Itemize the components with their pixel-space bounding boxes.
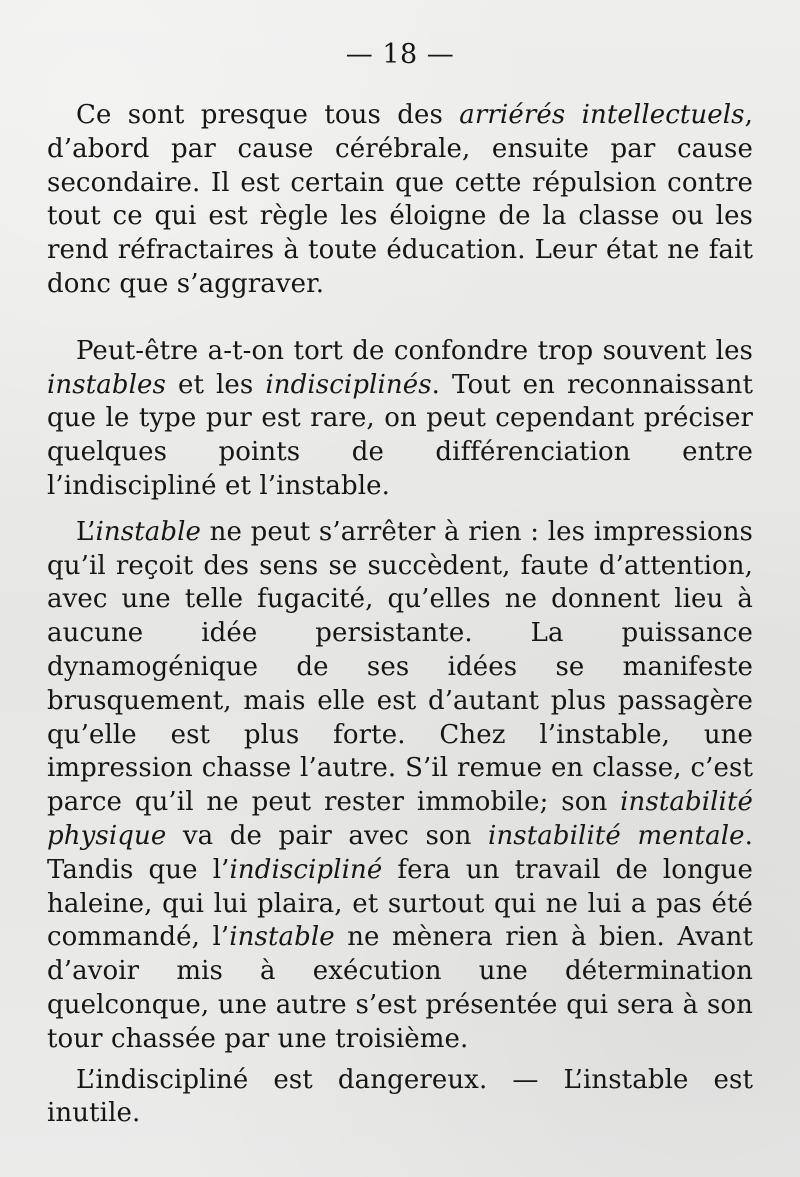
paragraph-1-segment-2: arriérés intellectuels	[459, 100, 745, 130]
paragraph-3-segment-4: instabilité physique	[47, 787, 753, 851]
body-text	[47, 99, 753, 1131]
paragraph-3-segment-11: ne mènera rien à bien. Avant d’avoir mis à exécution une détermination quelconque, une autre s’est présentée qui sera à son tour chassée par une troisième.	[47, 922, 754, 1054]
paragraph-2-segment-4: indisciplinés	[265, 369, 432, 400]
paragraph-1-segment-1: Ce sont presque tous des	[76, 100, 460, 130]
paragraph-3-segment-5: va de pair avec son	[166, 820, 489, 851]
page-number: — 18 —	[345, 39, 455, 70]
paragraph-3	[47, 516, 753, 1057]
paragraph-3-segment-1: L’	[76, 516, 96, 547]
paragraph-2	[47, 335, 753, 504]
paragraph-2-segment-3: et les	[165, 369, 266, 400]
paragraph-2-segment-2: instables	[47, 369, 166, 400]
paragraph-3-segment-3: ne peut s’arrêter à rien : les impressions qu’il reçoit des sens se succèdent, faute d’attention, avec une telle fugacité, qu’elles ne donnent lieu à aucune idée persistante. La puissance dynamogénique de ses idées se manifeste brusquement, mais elle est d’autant plus passagère qu’elle est plus forte. Chez l’instable, une impression chasse l’autre. S’il remue en classe, c’est parce qu’il ne peut rester immobile; son	[47, 516, 753, 818]
paragraph-3-segment-6: instabilité mentale	[488, 820, 745, 851]
paragraph-2-segment-1: Peut-être a-t-on tort de confondre trop souvent les	[76, 335, 753, 366]
paragraph-4	[47, 1064, 753, 1132]
paragraph-3-segment-8: indiscipliné	[229, 854, 383, 885]
paragraph-4-segment-1: L’indiscipliné est dangereux. — L’instable est inutile.	[47, 1064, 753, 1129]
paragraph-1	[47, 99, 753, 302]
paragraph-3-segment-2: instable	[95, 516, 201, 547]
paragraph-1-segment-3: , d’abord par cause cérébrale, ensuite par cause secondaire. Il est certain que cette répulsion contre tout ce qui est règle les éloigne de la classe ou les rend réfractaires à toute éducation. Leur état ne fait donc que s’aggraver.	[47, 100, 754, 299]
paragraph-3-segment-7: . Tandis que l’	[47, 820, 753, 885]
paragraph-2-segment-5: . Tout en reconnaissant que le type pur est rare, on peut cependant préciser quelques points de différenciation entre l’indiscipliné et l’instable.	[47, 369, 753, 501]
paragraph-3-segment-9: fera un travail de longue haleine, qui lui plaira, et surtout qui ne lui a pas été commandé, l’	[47, 854, 753, 953]
paragraph-3-segment-10: instable	[229, 922, 335, 953]
